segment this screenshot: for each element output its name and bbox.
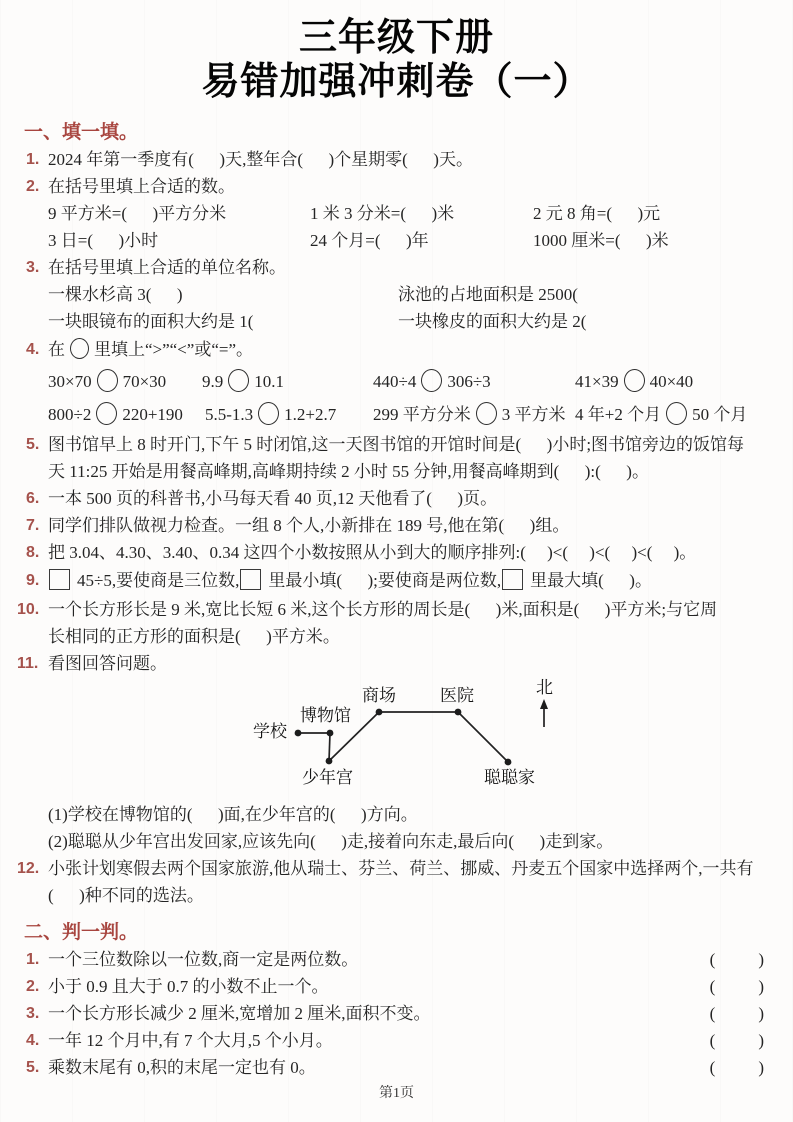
question-3 bbox=[0, 254, 793, 281]
question-12-continued: ( )种不同的选法。 bbox=[48, 886, 204, 906]
question-text-part: 45÷5,要使商是三位数, bbox=[77, 571, 240, 591]
judge-answer-blank: ( ) bbox=[709, 977, 765, 997]
q3-cell: 一块橡皮的面积大约是 2( bbox=[398, 312, 587, 332]
judge-text: 一个长方形长减少 2 厘米,宽增加 2 厘米,面积不变。 bbox=[48, 1004, 431, 1024]
question-text-post: 里填上“>”“<”或“=”。 bbox=[94, 340, 254, 360]
q3-cell: 一棵水杉高 3( ) bbox=[48, 285, 183, 305]
compare-circle-icon bbox=[97, 369, 118, 392]
question-11 bbox=[0, 650, 793, 677]
question-8 bbox=[0, 539, 793, 566]
blank-box-icon bbox=[502, 569, 523, 590]
judge-item-4 bbox=[0, 1027, 793, 1054]
compare-item bbox=[575, 398, 747, 431]
judge-item-3 bbox=[0, 1000, 793, 1027]
q3-cell: 一块眼镜布的面积大约是 1( bbox=[48, 312, 254, 332]
question-text: 在括号里填上合适的数。 bbox=[48, 177, 235, 197]
judge-item-2 bbox=[0, 973, 793, 1000]
question-number: 9. bbox=[26, 572, 40, 590]
question-number: 5. bbox=[26, 436, 40, 454]
compare-left: 800÷2 bbox=[48, 405, 92, 425]
question-text: 一本 500 页的科普书,小马每天看 40 页,12 天他看了( )页。 bbox=[48, 489, 498, 509]
q2-row-1 bbox=[0, 200, 793, 227]
q2-cell: 24 个月=( )年 bbox=[310, 231, 429, 251]
q3-row-2 bbox=[0, 308, 793, 335]
question-number: 3. bbox=[26, 259, 40, 277]
q3-cell: 泳池的占地面积是 2500( bbox=[398, 285, 578, 305]
question-number: 3. bbox=[26, 1005, 40, 1023]
judge-text: 一个三位数除以一位数,商一定是两位数。 bbox=[48, 950, 359, 970]
compare-item bbox=[373, 398, 566, 431]
question-text: 在括号里填上合适的单位名称。 bbox=[48, 258, 286, 278]
blank-box-icon bbox=[240, 569, 261, 590]
question-2 bbox=[0, 173, 793, 200]
question-5-continued: 天 11:25 开始是用餐高峰期,高峰期持续 2 小时 55 分钟,用餐高峰期到( ):( )。 bbox=[48, 462, 649, 482]
question-text: 2024 年第一季度有( )天,整年合( )个星期零( )天。 bbox=[48, 150, 473, 170]
worksheet-title bbox=[0, 0, 793, 104]
compare-item bbox=[48, 398, 183, 431]
compare-circle-icon bbox=[70, 338, 89, 359]
judge-item-1 bbox=[0, 946, 793, 973]
question-4 bbox=[0, 335, 793, 365]
question-number: 12. bbox=[17, 860, 40, 878]
map-label-congcong-home: 聪聪家 bbox=[484, 768, 535, 788]
q2-cell: 9 平方米=( )平方分米 bbox=[48, 204, 227, 224]
question-text: 同学们排队做视力检查。一组 8 个人,小新排在 189 号,他在第( )组。 bbox=[48, 516, 570, 536]
judge-text: 乘数末尾有 0,积的末尾一定也有 0。 bbox=[48, 1058, 316, 1078]
compare-left: 299 平方分米 bbox=[373, 405, 471, 425]
question-5 bbox=[0, 431, 793, 458]
judge-answer-blank: ( ) bbox=[709, 950, 765, 970]
compare-circle-icon bbox=[258, 402, 279, 425]
question-number: 2. bbox=[26, 178, 40, 196]
question-1 bbox=[0, 146, 793, 173]
question-text-pre: 在 bbox=[48, 340, 65, 360]
map-label-north: 北 bbox=[536, 678, 553, 698]
compare-circle-icon bbox=[476, 402, 497, 425]
compare-right: 40×40 bbox=[649, 372, 694, 392]
compare-right: 10.1 bbox=[254, 372, 284, 392]
question-9 bbox=[0, 566, 793, 596]
compare-right: 50 个月 bbox=[692, 405, 748, 425]
q4-compare-row-2 bbox=[0, 398, 793, 431]
question-11-sub-1: (1)学校在博物馆的( )面,在少年宫的( )方向。 bbox=[48, 805, 418, 825]
section-1-heading: 一、填一填。 bbox=[24, 122, 139, 144]
question-7 bbox=[0, 512, 793, 539]
question-number: 1. bbox=[26, 151, 40, 169]
compare-right: 306÷3 bbox=[447, 372, 491, 392]
question-number: 7. bbox=[26, 517, 40, 535]
blank-box-icon bbox=[49, 569, 70, 590]
q3-row-1 bbox=[0, 281, 793, 308]
compare-circle-icon bbox=[666, 402, 687, 425]
compare-circle-icon bbox=[228, 369, 249, 392]
map-label-museum: 博物馆 bbox=[300, 706, 351, 726]
section-2-heading: 二、判一判。 bbox=[24, 922, 139, 944]
question-text: 一个长方形长是 9 米,宽比长短 6 米,这个长方形的周长是( )米,面积是( )平方米;与它周 bbox=[48, 600, 718, 620]
location-map-diagram bbox=[0, 677, 793, 801]
question-number: 4. bbox=[26, 1032, 40, 1050]
question-number: 2. bbox=[26, 978, 40, 996]
question-number: 10. bbox=[17, 601, 40, 619]
map-label-mall: 商场 bbox=[362, 686, 396, 706]
judge-answer-blank: ( ) bbox=[709, 1058, 765, 1078]
question-text-part: 里最小填( );要使商是两位数, bbox=[268, 571, 502, 591]
compare-circle-icon bbox=[96, 402, 117, 425]
question-number: 8. bbox=[26, 544, 40, 562]
compare-item bbox=[205, 398, 336, 431]
question-text: 图书馆早上 8 时开门,下午 5 时闭馆,这一天图书馆的开馆时间是( )小时;图书馆旁边的饭馆每 bbox=[48, 435, 745, 455]
q2-cell: 3 日=( )小时 bbox=[48, 231, 159, 251]
map-label-hospital: 医院 bbox=[440, 686, 474, 706]
map-label-youth-palace: 少年宫 bbox=[302, 768, 353, 788]
question-text: 把 3.04、4.30、3.40、0.34 这四个小数按照从小到大的顺序排列:( )<( )<( )<( )。 bbox=[48, 543, 697, 563]
compare-right: 220+190 bbox=[122, 405, 183, 425]
question-text: 看图回答问题。 bbox=[48, 654, 167, 674]
title-line-2: 易错加强冲刺卷（一） bbox=[201, 61, 592, 104]
compare-left: 4 年+2 个月 bbox=[575, 405, 662, 425]
compare-item bbox=[202, 365, 284, 398]
question-number: 6. bbox=[26, 490, 40, 508]
north-arrow-icon bbox=[540, 699, 548, 709]
question-number: 5. bbox=[26, 1059, 40, 1077]
question-11-sub-2: (2)聪聪从少年宫出发回家,应该先向( )走,接着向东走,最后向( )走到家。 bbox=[48, 832, 614, 852]
compare-circle-icon bbox=[624, 369, 645, 392]
compare-left: 41×39 bbox=[575, 372, 619, 392]
question-number: 1. bbox=[26, 951, 40, 969]
map-lines bbox=[0, 677, 793, 801]
compare-left: 9.9 bbox=[202, 372, 224, 392]
title-line-1: 三年级下册 bbox=[298, 17, 494, 59]
compare-left: 5.5-1.3 bbox=[205, 405, 254, 425]
map-label-school: 学校 bbox=[253, 722, 287, 742]
compare-right: 70×30 bbox=[122, 372, 167, 392]
question-10-continued: 长相同的正方形的面积是( )平方米。 bbox=[48, 627, 340, 647]
compare-item bbox=[373, 365, 491, 398]
compare-circle-icon bbox=[421, 369, 442, 392]
question-number: 11. bbox=[17, 655, 39, 673]
q2-cell: 2 元 8 角=( )元 bbox=[533, 204, 661, 224]
judge-answer-blank: ( ) bbox=[709, 1004, 765, 1024]
compare-item bbox=[575, 365, 693, 398]
compare-right: 3 平方米 bbox=[501, 405, 566, 425]
page-number: 第1页 bbox=[379, 1086, 414, 1101]
judge-text: 一年 12 个月中,有 7 个大月,5 个小月。 bbox=[48, 1031, 333, 1051]
question-6 bbox=[0, 485, 793, 512]
q2-cell: 1 米 3 分米=( )米 bbox=[310, 204, 455, 224]
question-text-part: 里最大填( )。 bbox=[530, 571, 652, 591]
compare-right: 1.2+2.7 bbox=[284, 405, 337, 425]
question-number: 4. bbox=[26, 341, 40, 359]
judge-answer-blank: ( ) bbox=[709, 1031, 765, 1051]
question-10 bbox=[0, 596, 793, 623]
question-text: 小张计划寒假去两个国家旅游,他从瑞士、芬兰、荷兰、挪威、丹麦五个国家中选择两个,一共有 bbox=[48, 859, 754, 879]
q2-cell: 1000 厘米=( )米 bbox=[533, 231, 669, 251]
compare-left: 30×70 bbox=[48, 372, 92, 392]
judge-text: 小于 0.9 且大于 0.7 的小数不止一个。 bbox=[48, 977, 329, 997]
question-12 bbox=[0, 855, 793, 882]
compare-left: 440÷4 bbox=[373, 372, 417, 392]
judge-item-5 bbox=[0, 1054, 793, 1081]
q4-compare-row-1 bbox=[0, 365, 793, 398]
q2-row-2 bbox=[0, 227, 793, 254]
compare-item bbox=[48, 365, 166, 398]
